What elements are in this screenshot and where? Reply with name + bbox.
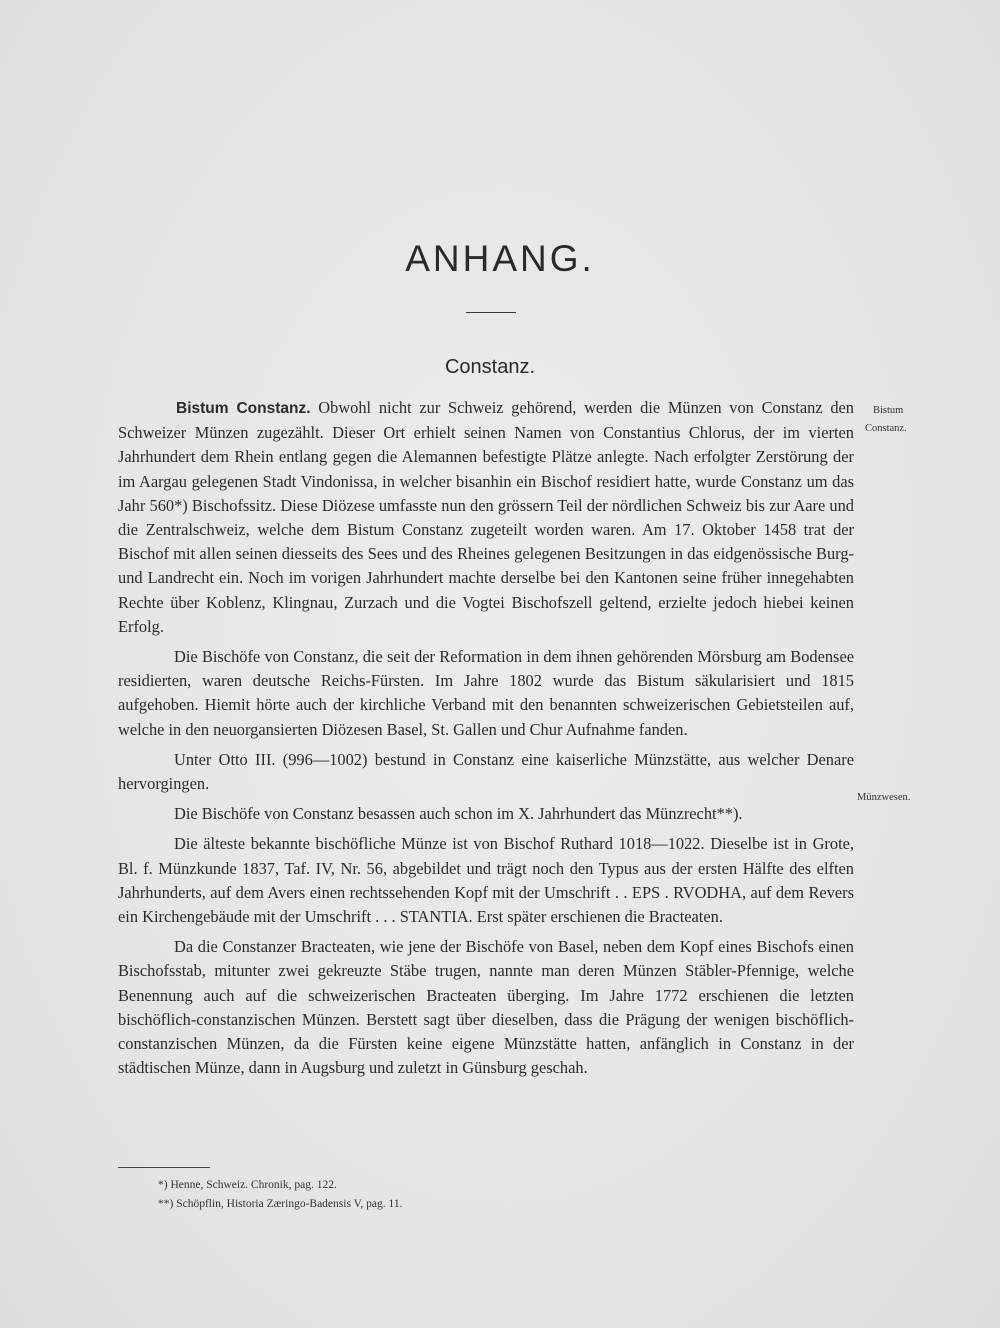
margin-note-muenzwesen: Münzwesen. [857, 792, 911, 803]
paragraph: Unter Otto III. (996—1002) bestund in Constanz eine kaiserliche Münzstätte, aus welcher Denare hervorgingen. [118, 749, 854, 794]
paragraph: Die älteste bekannte bischöfliche Münze ist von Bischof Ruthard 1018—1022. Dieselbe ist in Grote, Bl. f. Münzkunde 1837, Taf. IV, Nr. 56, abgebildet und trägt noch den Typus aus der ersten Hälfte des elften Jahrhunderts, auf dem Avers einen rechtssehenden Kopf mit der Umschrift . . EPS . RVODHA, auf dem Revers ein Kirchengebäude mit der Umschrift . . . STANTIA. Erst später erschienen die Bracteaten. [118, 834, 854, 927]
main-text [118, 396, 854, 1086]
paragraph [118, 396, 854, 639]
footnotes [158, 1176, 758, 1214]
heading-rule [466, 312, 516, 313]
margin-note-bistum: Bistum [873, 405, 904, 416]
footnote-rule [118, 1167, 210, 1168]
section-title: Constanz. [444, 356, 536, 378]
paragraph-lead: Bistum Constanz. [176, 400, 311, 417]
paragraph: Die Bischöfe von Constanz, die seit der Reformation in dem ihnen gehörenden Mörsburg am Bodensee residierten, waren deutsche Reichs-Fürsten. Im Jahre 1802 wurde das Bistum säkularisiert und 1815 aufgehoben. Hiemit hörte auch der kirchliche Verband mit den benannten schweizerischen Gebietsteilen auf, welche in den neuorgansierten Diözesen Basel, St. Gallen und Chur Aufnahme fanden. [118, 647, 854, 739]
paragraph: Die Bischöfe von Constanz besassen auch schon im X. Jahrhundert das Münzrecht**). [174, 804, 743, 824]
footnote: *) Henne, Schweiz. Chronik, pag. 122. [158, 1179, 337, 1191]
footnote: **) Schöpflin, Historia Zæringo-Badensis V, pag. 11. [158, 1198, 403, 1210]
page-heading: ANHANG. [405, 238, 595, 279]
paragraph: Da die Constanzer Bracteaten, wie jene der Bischöfe von Basel, neben dem Kopf eines Bischofs einen Bischofsstab, mitunter zwei gekreuzte Stäbe trugen, nannte man deren Münzen Stäbler-Pfennige, welche Benennung auch auf die schweizerischen Bracteaten überging. Im Jahre 1772 erschienen die letzten bischöflich-constanzischen Münzen. Berstett sagt über dieselben, dass die Prägung der wenigen bischöflich-constanzischen Münzen, da die Fürsten keine eigene Münzstätte hatten, anfänglich in Constanz in der städtischen Münze, dann in Augsburg und zuletzt in Günsburg geschah. [118, 937, 854, 1078]
paragraph-text: Obwohl nicht zur Schweiz gehörend, werden die Münzen von Constanz den Schweizer Münzen zugezählt. Dieser Ort erhielt seinen Namen von Constantius Chlorus, der im vierten Jahrhundert dem Rhein entlang gegen die Alemannen befestigte Plätze anlegte. Nach erfolgter Zerstörung der im Aargau gelegenen Stadt Vindonissa, in welcher bisanhin ein Bischof residiert hatte, wurde Constanz um das Jahr 560*) Bischofssitz. Diese Diözese umfasste nun den grössern Teil der nördlichen Schweiz bis zur Aare und die Zentralschweiz, welche dem Bistum Constanz zugeteilt worden waren. Am 17. Oktober 1458 trat der Bischof mit allen seinen diesseits des Sees und des Rheines gelegenen Besitzungen in das eidgenössische Burg- und Landrecht ein. Noch im vorigen Jahrhundert machte derselbe bei den Kantonen seine früher innegehabten Rechte über Koblenz, Klingnau, Zurzach und die Vogtei Bischofszell geltend, erzielte jedoch hiebei keinen Erfolg. [118, 398, 854, 636]
margin-note-constanz: Constanz. [865, 423, 907, 434]
